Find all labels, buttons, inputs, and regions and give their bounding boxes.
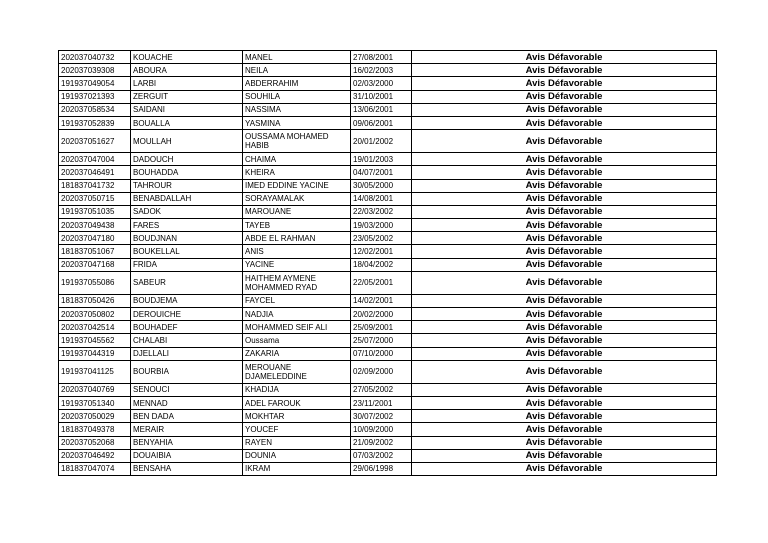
student-id-cell: 202037050715 [59,192,131,205]
birth-date-cell: 14/08/2001 [351,192,412,205]
last-name-cell: BOUHADEF [131,321,243,334]
last-name-cell: CHALABI [131,334,243,347]
decision-cell: Avis Défavorable [412,347,717,360]
last-name-cell: FARES [131,219,243,232]
first-name-cell: OUSSAMA MOHAMED HABIB [243,130,351,153]
decision-cell: Avis Défavorable [412,258,717,271]
last-name-cell: ABOURA [131,64,243,77]
first-name-cell: MANEL [243,51,351,64]
first-name-cell: TAYEB [243,219,351,232]
last-name-cell: BEN DADA [131,410,243,423]
decision-cell: Avis Défavorable [412,321,717,334]
last-name-cell: BOUKELLAL [131,245,243,258]
table-row [59,321,717,334]
last-name-cell: ZERGUIT [131,90,243,103]
table-row [59,258,717,271]
first-name-cell: DOUNIA [243,449,351,462]
decision-cell: Avis Défavorable [412,436,717,449]
decision-cell: Avis Défavorable [412,130,717,153]
table-row [59,90,717,103]
birth-date-cell: 07/10/2000 [351,347,412,360]
last-name-cell: TAHROUR [131,179,243,192]
first-name-cell: YACINE [243,258,351,271]
student-id-cell: 202037049438 [59,219,131,232]
birth-date-cell: 27/05/2002 [351,383,412,396]
birth-date-cell: 21/09/2002 [351,436,412,449]
table-body [59,51,717,476]
student-id-cell: 202037040769 [59,383,131,396]
birth-date-cell: 30/07/2002 [351,410,412,423]
birth-date-cell: 31/10/2001 [351,90,412,103]
decision-cell: Avis Défavorable [412,449,717,462]
student-id-cell: 202037050802 [59,308,131,321]
decision-cell: Avis Défavorable [412,360,717,383]
student-id-cell: 202037051627 [59,130,131,153]
table-row [59,396,717,409]
decision-cell: Avis Défavorable [412,245,717,258]
first-name-cell: MAROUANE [243,205,351,218]
birth-date-cell: 23/05/2002 [351,232,412,245]
last-name-cell: SADOK [131,205,243,218]
last-name-cell: BOUDJNAN [131,232,243,245]
table-row [59,334,717,347]
student-id-cell: 202037046492 [59,449,131,462]
table-row [59,219,717,232]
student-id-cell: 202037050029 [59,410,131,423]
student-id-cell: 191937049054 [59,77,131,90]
table-row [59,192,717,205]
table-row [59,347,717,360]
decision-cell: Avis Défavorable [412,116,717,129]
table-row [59,383,717,396]
first-name-cell: IKRAM [243,462,351,475]
decision-cell: Avis Défavorable [412,232,717,245]
first-name-cell: KHEIRA [243,166,351,179]
birth-date-cell: 20/02/2000 [351,308,412,321]
table-row [59,232,717,245]
birth-date-cell: 23/11/2001 [351,396,412,409]
decision-cell: Avis Défavorable [412,51,717,64]
decision-cell: Avis Défavorable [412,410,717,423]
first-name-cell: SOUHILA [243,90,351,103]
first-name-cell: MOKHTAR [243,410,351,423]
first-name-cell: MOHAMMED SEIF ALI [243,321,351,334]
birth-date-cell: 14/02/2001 [351,294,412,307]
table-row [59,51,717,64]
first-name-cell: FAYCEL [243,294,351,307]
decision-cell: Avis Défavorable [412,396,717,409]
table-row [59,410,717,423]
decision-cell: Avis Défavorable [412,271,717,294]
first-name-cell: HAITHEM AYMENE MOHAMMED RYAD [243,271,351,294]
table-row [59,294,717,307]
decision-cell: Avis Défavorable [412,103,717,116]
student-id-cell: 191937044319 [59,347,131,360]
last-name-cell: KOUACHE [131,51,243,64]
first-name-cell: ADEL FAROUK [243,396,351,409]
student-id-cell: 181837041732 [59,179,131,192]
table-row [59,64,717,77]
student-id-cell: 202037047168 [59,258,131,271]
decision-cell: Avis Défavorable [412,383,717,396]
birth-date-cell: 22/03/2002 [351,205,412,218]
student-id-cell: 202037058534 [59,103,131,116]
decision-cell: Avis Défavorable [412,77,717,90]
table-row [59,436,717,449]
last-name-cell: MOULLAH [131,130,243,153]
student-id-cell: 202037046491 [59,166,131,179]
last-name-cell: BENSAHA [131,462,243,475]
birth-date-cell: 12/02/2001 [351,245,412,258]
last-name-cell: MERAIR [131,423,243,436]
last-name-cell: DADOUCH [131,153,243,166]
table-row [59,77,717,90]
last-name-cell: BOURBIA [131,360,243,383]
table-row [59,308,717,321]
birth-date-cell: 19/03/2000 [351,219,412,232]
birth-date-cell: 16/02/2003 [351,64,412,77]
student-id-cell: 202037042514 [59,321,131,334]
birth-date-cell: 30/05/2000 [351,179,412,192]
last-name-cell: FRIDA [131,258,243,271]
students-table [58,50,717,476]
student-id-cell: 191937051035 [59,205,131,218]
last-name-cell: SAIDANI [131,103,243,116]
table-row [59,205,717,218]
first-name-cell: NEILA [243,64,351,77]
table-row [59,153,717,166]
table-row [59,462,717,475]
table-row [59,423,717,436]
last-name-cell: DOUAIBIA [131,449,243,462]
birth-date-cell: 10/09/2000 [351,423,412,436]
decision-cell: Avis Défavorable [412,64,717,77]
student-id-cell: 191937021393 [59,90,131,103]
table-row [59,449,717,462]
birth-date-cell: 04/07/2001 [351,166,412,179]
first-name-cell: Oussama [243,334,351,347]
last-name-cell: SENOUCI [131,383,243,396]
student-id-cell: 191937045562 [59,334,131,347]
table-row [59,360,717,383]
student-id-cell: 191937052839 [59,116,131,129]
student-id-cell: 202037052068 [59,436,131,449]
birth-date-cell: 07/03/2002 [351,449,412,462]
first-name-cell: ZAKARIA [243,347,351,360]
last-name-cell: SABEUR [131,271,243,294]
first-name-cell: ANIS [243,245,351,258]
birth-date-cell: 02/09/2000 [351,360,412,383]
decision-cell: Avis Défavorable [412,166,717,179]
birth-date-cell: 20/01/2002 [351,130,412,153]
decision-cell: Avis Défavorable [412,179,717,192]
birth-date-cell: 18/04/2002 [351,258,412,271]
student-id-cell: 181837051067 [59,245,131,258]
last-name-cell: MENNAD [131,396,243,409]
table-row [59,179,717,192]
birth-date-cell: 02/03/2000 [351,77,412,90]
student-id-cell: 202037040732 [59,51,131,64]
decision-cell: Avis Défavorable [412,294,717,307]
decision-cell: Avis Défavorable [412,423,717,436]
last-name-cell: BOUALLA [131,116,243,129]
first-name-cell: YOUCEF [243,423,351,436]
birth-date-cell: 09/06/2001 [351,116,412,129]
student-id-cell: 191937041125 [59,360,131,383]
student-id-cell: 191937051340 [59,396,131,409]
student-id-cell: 191937055086 [59,271,131,294]
table-row [59,245,717,258]
first-name-cell: SORAYAMALAK [243,192,351,205]
first-name-cell: KHADIJA [243,383,351,396]
student-id-cell: 202037039308 [59,64,131,77]
first-name-cell: RAYEN [243,436,351,449]
last-name-cell: DJELLALI [131,347,243,360]
first-name-cell: MEROUANE DJAMELEDDINE [243,360,351,383]
first-name-cell: YASMINA [243,116,351,129]
first-name-cell: CHAIMA [243,153,351,166]
table-row [59,271,717,294]
last-name-cell: LARBI [131,77,243,90]
birth-date-cell: 25/07/2000 [351,334,412,347]
birth-date-cell: 13/06/2001 [351,103,412,116]
last-name-cell: DEROUICHE [131,308,243,321]
birth-date-cell: 27/08/2001 [351,51,412,64]
student-id-cell: 181837050426 [59,294,131,307]
table-row [59,166,717,179]
first-name-cell: NASSIMA [243,103,351,116]
birth-date-cell: 25/09/2001 [351,321,412,334]
last-name-cell: BENYAHIA [131,436,243,449]
first-name-cell: ABDERRAHIM [243,77,351,90]
decision-cell: Avis Défavorable [412,334,717,347]
table-row [59,116,717,129]
student-id-cell: 181837047074 [59,462,131,475]
birth-date-cell: 29/06/1998 [351,462,412,475]
birth-date-cell: 19/01/2003 [351,153,412,166]
birth-date-cell: 22/05/2001 [351,271,412,294]
student-id-cell: 202037047180 [59,232,131,245]
table-row [59,130,717,153]
decision-cell: Avis Défavorable [412,192,717,205]
decision-cell: Avis Défavorable [412,462,717,475]
decision-cell: Avis Défavorable [412,90,717,103]
first-name-cell: NADJIA [243,308,351,321]
decision-cell: Avis Défavorable [412,308,717,321]
last-name-cell: BENABDALLAH [131,192,243,205]
student-id-cell: 181837049378 [59,423,131,436]
student-id-cell: 202037047004 [59,153,131,166]
first-name-cell: IMED EDDINE YACINE [243,179,351,192]
decision-cell: Avis Défavorable [412,219,717,232]
first-name-cell: ABDE EL RAHMAN [243,232,351,245]
last-name-cell: BOUHADDA [131,166,243,179]
table-row [59,103,717,116]
last-name-cell: BOUDJEMA [131,294,243,307]
decision-cell: Avis Défavorable [412,153,717,166]
decision-cell: Avis Défavorable [412,205,717,218]
